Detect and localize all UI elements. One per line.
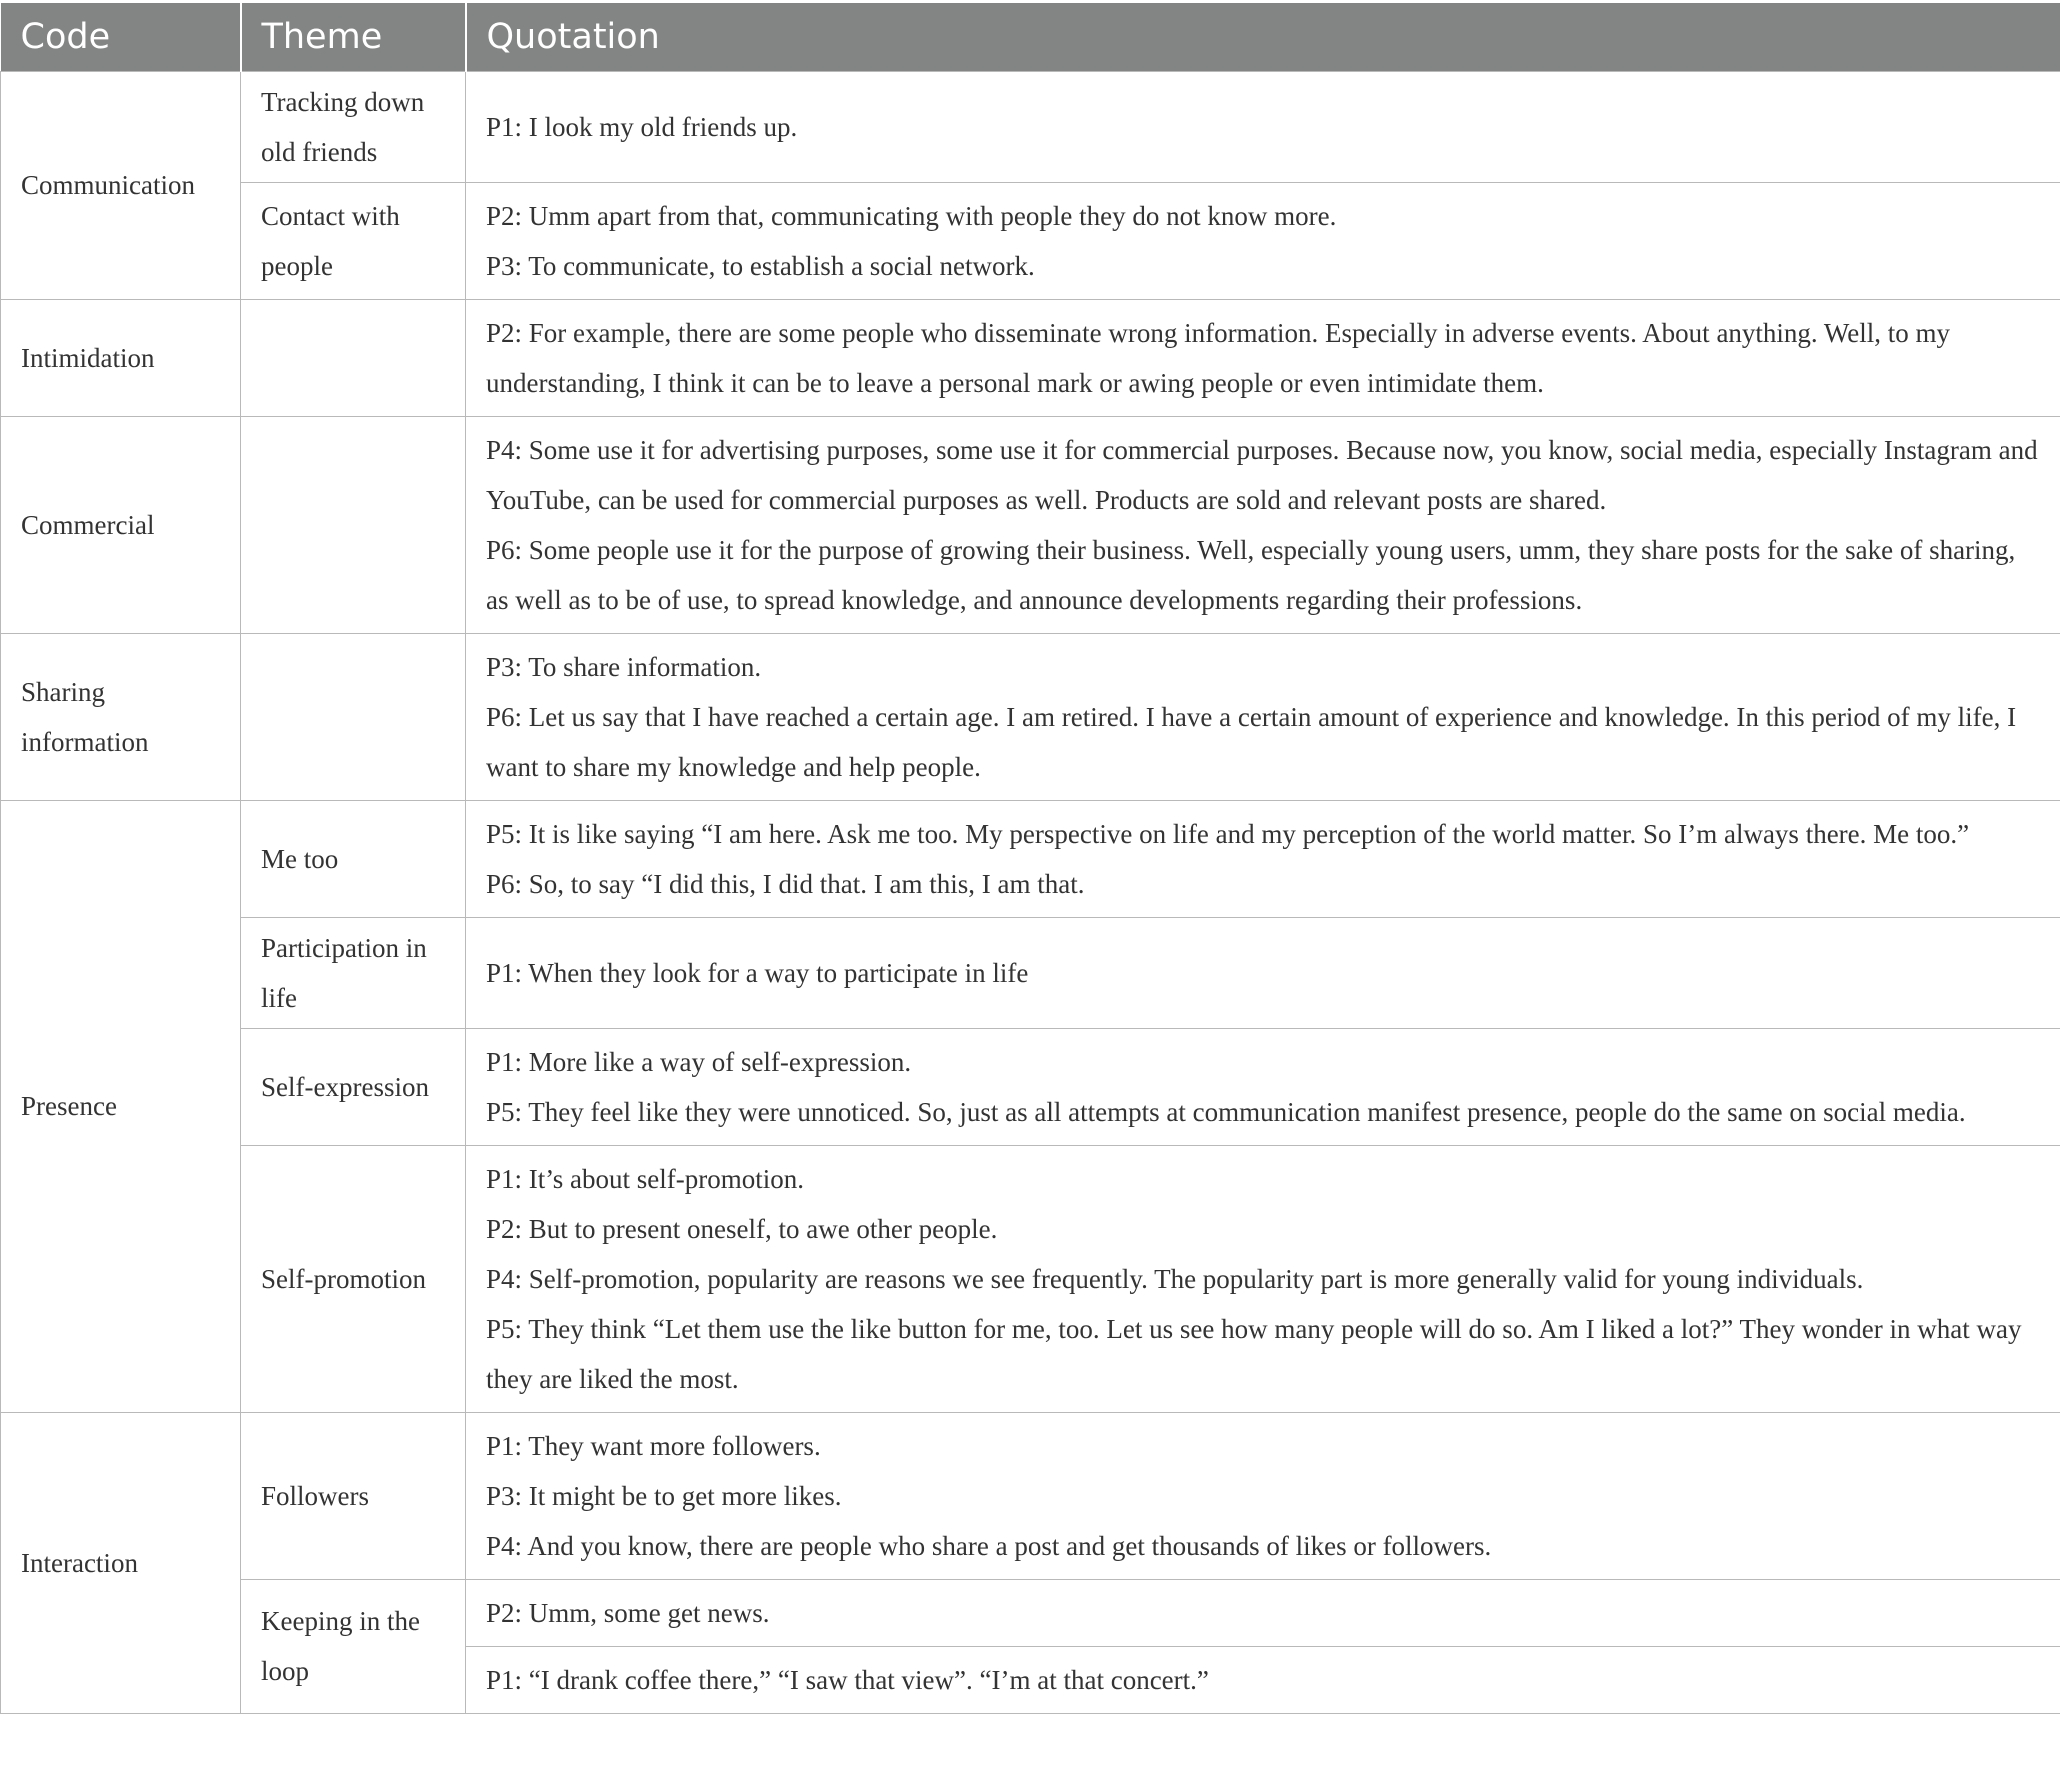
themes-table — [0, 3, 2060, 1714]
quote-line: P4: And you know, there are people who share a post and get thousands of likes or followers. — [486, 1530, 1492, 1561]
theme-cell: Self-promotion — [241, 1145, 466, 1412]
quotation-cell — [466, 1028, 2060, 1145]
theme-cell: Keeping in the loop — [241, 1579, 466, 1713]
quotation-cell — [466, 1579, 2060, 1646]
quote-line: P2: Umm apart from that, communicating with people they do not know more. — [486, 200, 1337, 231]
quote-line: P1: More like a way of self-expression. — [486, 1046, 912, 1077]
quote-line: P1: They want more followers. — [486, 1430, 821, 1461]
quote-line: P6: Some people use it for the purpose of growing their business. Well, especially young users, umm, they share posts for the sake of sharing, as well as to be of use, to spread knowledge, and announce developments regarding their professions. — [486, 534, 2016, 615]
quote-line: P4: Some use it for advertising purposes, some use it for commercial purposes. Because now, you know, social media, especially Instagram and YouTube, can be used for commercial purposes as well. Products are sold and relevant posts are shared. — [486, 434, 2038, 515]
quote-line: P3: It might be to get more likes. — [486, 1480, 842, 1511]
code-cell: Interaction — [1, 1412, 241, 1713]
quote-line: P1: It’s about self-promotion. — [486, 1163, 804, 1194]
table-row — [1, 800, 2060, 917]
quote-line: P1: When they look for a way to participate in life — [486, 957, 1029, 988]
table-row — [1, 1028, 2060, 1145]
table-row — [1, 71, 2060, 182]
quote-line: P4: Self-promotion, popularity are reasons we see frequently. The popularity part is more generally valid for young individuals. — [486, 1263, 1864, 1294]
theme-cell: Me too — [241, 800, 466, 917]
code-cell: Sharing information — [1, 633, 241, 800]
theme-cell — [241, 299, 466, 416]
quotation-cell — [466, 1145, 2060, 1412]
quote-line: P1: I look my old friends up. — [486, 111, 798, 142]
quotation-cell — [466, 299, 2060, 416]
code-cell: Communication — [1, 71, 241, 299]
quote-line: P5: They feel like they were unnoticed. So, just as all attempts at communication manifest presence, people do the same on social media. — [486, 1096, 1966, 1127]
table-container — [0, 3, 2060, 1714]
table-row — [1, 1579, 2060, 1646]
theme-cell: Followers — [241, 1412, 466, 1579]
theme-cell: Self-expression — [241, 1028, 466, 1145]
header-row — [1, 3, 2060, 71]
quote-line: P6: So, to say “I did this, I did that. I am this, I am that. — [486, 868, 1085, 899]
quote-line: P2: But to present oneself, to awe other people. — [486, 1213, 998, 1244]
quotation-cell — [466, 1412, 2060, 1579]
theme-cell: Contact with people — [241, 182, 466, 299]
theme-cell — [241, 416, 466, 633]
quotation-cell — [466, 633, 2060, 800]
table-row — [1, 299, 2060, 416]
code-cell: Presence — [1, 800, 241, 1412]
quote-line: P2: For example, there are some people who disseminate wrong information. Especially in adverse events. About anything. Well, to my understanding, I think it can be to leave a personal mark or awing people or even intimidate them. — [486, 317, 1950, 398]
quotation-cell — [466, 917, 2060, 1028]
table-row — [1, 416, 2060, 633]
theme-cell — [241, 633, 466, 800]
table-row — [1, 633, 2060, 800]
quote-line: P1: “I drank coffee there,” “I saw that view”. “I’m at that concert.” — [486, 1664, 1209, 1695]
quotation-cell — [466, 71, 2060, 182]
theme-cell: Tracking down old friends — [241, 71, 466, 182]
header-quotation: Quotation — [466, 3, 2060, 71]
table-row — [1, 182, 2060, 299]
quote-line: P6: Let us say that I have reached a certain age. I am retired. I have a certain amount of experience and knowledge. In this period of my life, I want to share my knowledge and help people. — [486, 701, 2017, 782]
quotation-cell — [466, 1646, 2060, 1713]
theme-cell: Participation in life — [241, 917, 466, 1028]
quote-line: P5: They think “Let them use the like button for me, too. Let us see how many people will do so. Am I liked a lot?” They wonder in what way they are liked the most. — [486, 1313, 2022, 1394]
quotation-cell — [466, 182, 2060, 299]
table-row — [1, 1412, 2060, 1579]
header-theme: Theme — [241, 3, 466, 71]
quote-line: P3: To communicate, to establish a social network. — [486, 250, 1035, 281]
table-row — [1, 1145, 2060, 1412]
code-cell: Intimidation — [1, 299, 241, 416]
table-row — [1, 917, 2060, 1028]
code-cell: Commercial — [1, 416, 241, 633]
quote-line: P5: It is like saying “I am here. Ask me too. My perspective on life and my perception of the world matter. So I’m always there. Me too.” — [486, 818, 1970, 849]
quote-line: P2: Umm, some get news. — [486, 1597, 770, 1628]
quote-line: P3: To share information. — [486, 651, 762, 682]
quotation-cell — [466, 416, 2060, 633]
header-code: Code — [1, 3, 241, 71]
quotation-cell — [466, 800, 2060, 917]
